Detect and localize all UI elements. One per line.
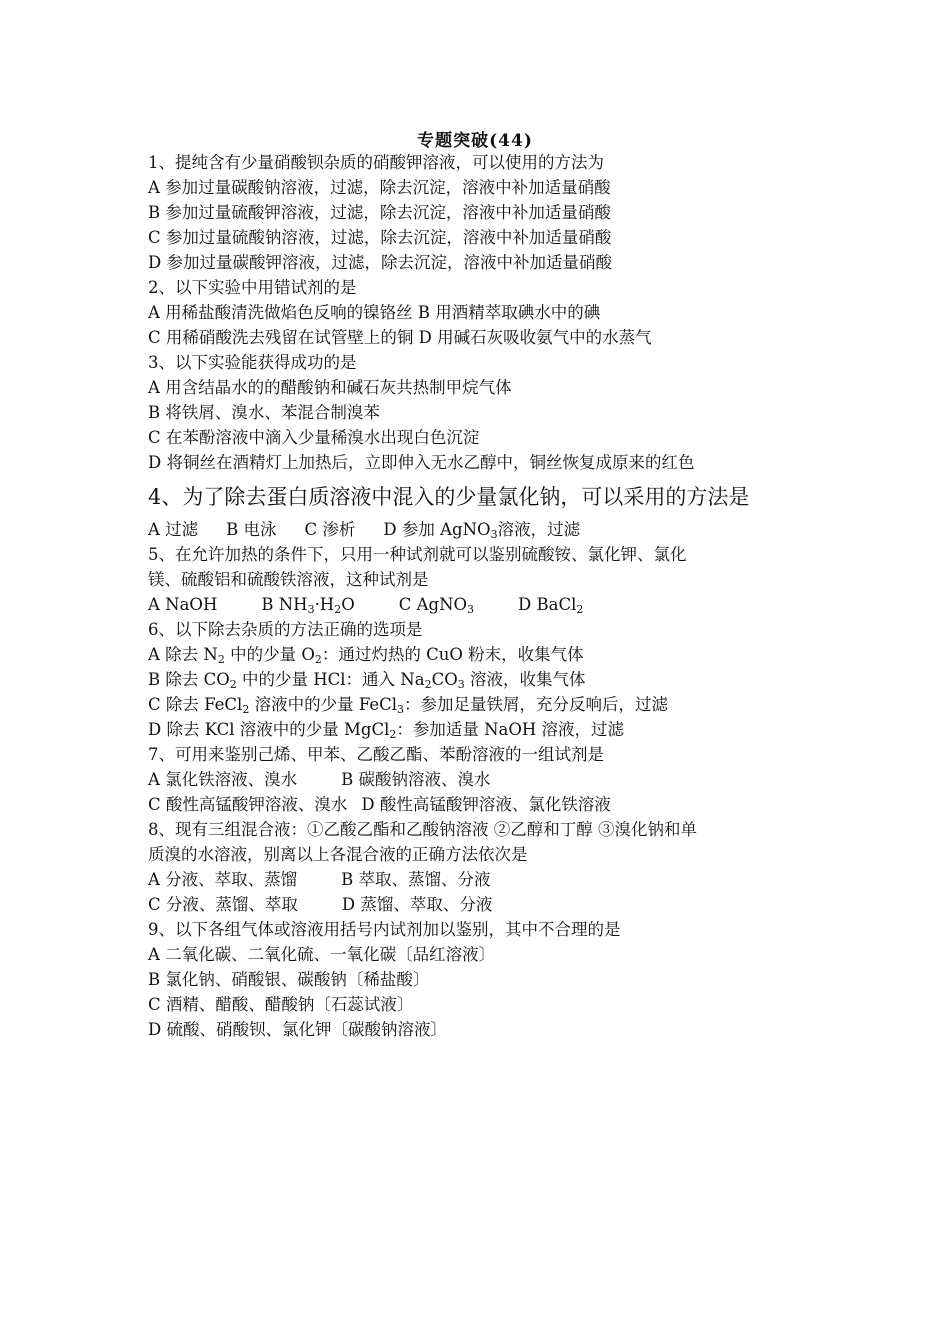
q6-c-sub1: 2 [242,703,250,716]
q9-option-d: D 硫酸、硝酸钡、氯化钾〔碳酸钠溶液〕 [148,1020,447,1039]
q8-options-cd [148,892,808,917]
q6-b-sub3: 3 [457,678,465,691]
q6-option-d [148,717,808,742]
q9-option-a: A 二氧化碳、二氧化硫、一氧化碳〔品红溶液〕 [148,945,496,964]
q5-stem-line1: 5、在允许加热的条件下，只用一种试剂就可以鉴别硫酸铵、氯化钾、氯化 [148,545,687,564]
q5-d-sub: 2 [576,603,584,616]
q5-d-text: D BaCl [518,595,577,614]
q6-a-text1: A 除去 N [148,645,218,664]
q4-d-sub: 3 [490,528,498,541]
q3-option-a: A 用含结晶水的的醋酸钠和碱石灰共热制甲烷气体 [148,378,512,397]
q5-b-sub2: 2 [334,603,342,616]
q5-b-post: O [341,595,355,614]
q5-b-sub1: 3 [307,603,315,616]
q6-option-b [148,667,808,692]
q4-options [148,517,808,542]
q6-b-sub2: 2 [424,678,432,691]
q6-c-text3: ：参加足量铁屑，充分反响后，过滤 [404,695,669,714]
q5-b-mid: ·H [314,595,335,614]
q2-options-ab: A 用稀盐酸清洗做焰色反响的镍铬丝 B 用酒精萃取碘水中的碘 [148,303,601,322]
q5-options [148,592,808,617]
q7-options-cd [148,792,808,817]
q4-stem: 4、为了除去蛋白质溶液中混入的少量氯化钠，可以采用的方法是 [148,485,750,509]
q5-option-b [261,595,354,614]
q3-option-c: C 在苯酚溶液中滴入少量稀溴水出现白色沉淀 [148,428,480,447]
q4-option-c: C 渗析 [304,520,356,539]
q6-a-sub1: 2 [217,653,225,666]
q6-c-text1: C 除去 FeCl [148,695,243,714]
q8-option-a: A 分液、萃取、蒸馏 [148,870,298,889]
q4-d-text-post: 溶液，过滤 [497,520,581,539]
q5-c-sub: 3 [467,603,475,616]
q5-c-text: C AgNO [398,595,468,614]
q6-d-text2: ：参加适量 NaOH 溶液，过滤 [396,720,625,739]
q8-stem-line1: 8、现有三组混合液：①乙酸乙酯和乙酸钠溶液 ②乙醇和丁醇 ③溴化钠和单 [148,820,697,839]
q6-d-text1: D 除去 KCl 溶液中的少量 MgCl [148,720,390,739]
q7-option-a: A 氯化铁溶液、溴水 [148,770,298,789]
q8-stem-line2: 质溴的水溶液，别离以上各混合液的正确方法依次是 [148,845,528,864]
q6-b-sub1: 2 [229,678,237,691]
q6-b-text1: B 除去 CO [148,670,230,689]
q9-option-b: B 氯化钠、硝酸银、碳酸钠〔稀盐酸〕 [148,970,430,989]
q7-option-d: D 酸性高锰酸钾溶液、氯化铁溶液 [361,795,611,814]
q6-d-sub1: 2 [389,728,397,741]
q1-option-b: B 参加过量硫酸钾溶液，过滤，除去沉淀，溶液中补加适量硝酸 [148,203,611,222]
q1-option-d: D 参加过量碳酸钾溶液，过滤，除去沉淀，溶液中补加适量硝酸 [148,253,612,272]
q7-options-ab [148,767,808,792]
q2-options-cd: C 用稀硝酸洗去残留在试管壁上的铜 D 用碱石灰吸收氨气中的水蒸气 [148,328,652,347]
q7-option-c: C 酸性高锰酸钾溶液、溴水 [148,795,348,814]
q7-stem: 7、可用来鉴别己烯、甲苯、乙酸乙酯、苯酚溶液的一组试剂是 [148,745,604,764]
q8-option-d: D 蒸馏、萃取、分液 [341,895,493,914]
q2-stem: 2、以下实验中用错试剂的是 [148,278,357,297]
q6-c-text2: 溶液中的少量 FeCl [249,695,398,714]
question-list [148,150,808,1042]
q5-b-text: B NH [261,595,308,614]
q3-stem: 3、以下实验能获得成功的是 [148,353,357,372]
q1-option-a: A 参加过量碳酸钠溶液，过滤，除去沉淀，溶液中补加适量硝酸 [148,178,611,197]
q4-d-text: D 参加 AgNO [383,520,491,539]
page-title: 专题突破(44) [417,131,533,151]
q1-stem: 1、提纯含有少量硝酸钡杂质的硝酸钾溶液，可以使用的方法为 [148,153,604,172]
q6-b-text2: 中的少量 HCl：通入 Na [236,670,425,689]
q8-option-c: C 分液、蒸馏、萃取 [148,895,298,914]
q6-a-text3: ：通过灼热的 CuO 粉末，收集气体 [321,645,584,664]
q3-option-d: D 将铜丝在酒精灯上加热后，立即伸入无水乙醇中，铜丝恢复成原来的红色 [148,453,695,472]
q6-a-text2: 中的少量 O [224,645,315,664]
q5-option-d [518,595,583,614]
q3-option-b: B 将铁屑、溴水、苯混合制溴苯 [148,403,380,422]
q4-option-a: A 过滤 [148,520,199,539]
q6-c-sub2: 3 [397,703,405,716]
q6-b-text3: CO [431,670,458,689]
q9-stem: 9、以下各组气体或溶液用括号内试剂加以鉴别，其中不合理的是 [148,920,621,939]
q5-stem-line2: 镁、硫酸铝和硫酸铁溶液，这种试剂是 [148,570,429,589]
q8-options-ab [148,867,808,892]
q6-a-sub2: 2 [314,653,322,666]
q5-option-a: A NaOH [148,595,218,614]
q6-b-text4: 溶液，收集气体 [464,670,586,689]
q1-option-c: C 参加过量硫酸钠溶液，过滤，除去沉淀，溶液中补加适量硝酸 [148,228,612,247]
q6-option-a [148,642,808,667]
q4-option-b: B 电泳 [226,520,277,539]
q6-stem: 6、以下除去杂质的方法正确的选项是 [148,620,423,639]
q4-option-d [383,520,580,539]
q9-option-c: C 酒精、醋酸、醋酸钠〔石蕊试液〕 [148,995,414,1014]
q6-option-c [148,692,808,717]
q7-option-b: B 碳酸钠溶液、溴水 [341,770,491,789]
q8-option-b: B 萃取、蒸馏、分液 [341,870,491,889]
q5-option-c [399,595,474,614]
